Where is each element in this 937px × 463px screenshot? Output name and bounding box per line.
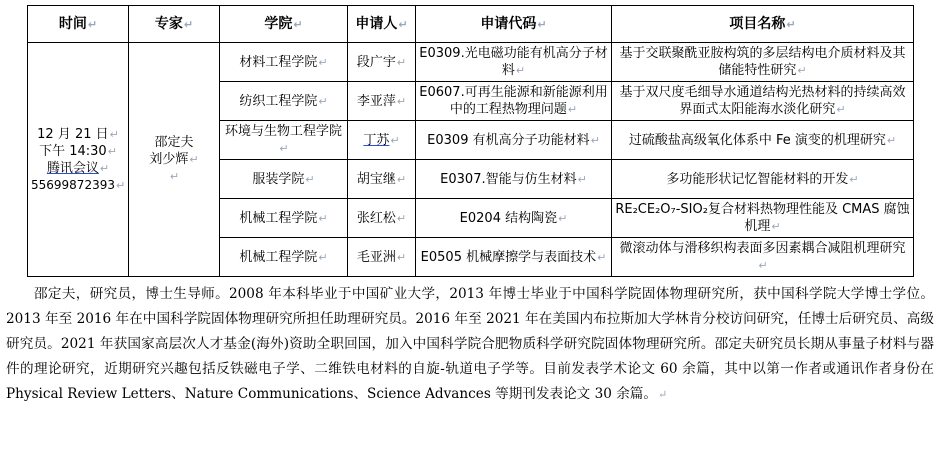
code-cell: E0505 机械摩擦学与表面技术↵ (416, 238, 612, 277)
college-cell: 材料工程学院↵ (220, 43, 348, 82)
college-cell: 机械工程学院↵ (220, 199, 348, 238)
table-header-row (28, 6, 914, 43)
time-cell (28, 43, 129, 277)
applicant-cell: 李亚萍↵ (348, 82, 416, 121)
header-expert: 专家↵ (129, 6, 220, 43)
expert-cell: 邵定夫 刘少辉↵ ↵ (129, 43, 220, 277)
project-cell: 过硫酸盐高级氧化体系中 Fe 演变的机理研究↵ (612, 121, 914, 160)
applicant-cell: 丁苏↵ (348, 121, 416, 160)
header-code: 申请代码↵ (416, 6, 612, 43)
expert-name: 邵定夫 (154, 135, 194, 150)
project-cell: 微滚动体与滑移织构表面多因素耦合减阻机理研究↵ (612, 238, 914, 277)
header-time: 时间↵ (28, 6, 129, 43)
biography-paragraph: 邵定夫，研究员，博士生导师。2008 年本科毕业于中国矿业大学，2013 年博士毕业于中国科学院固体物理研究所，获中国科学院大学博士学位。2013 年至 2016 年在中国科学院固体物理研究所担任助理研究员。2016 年至 2021 年在美国内布拉斯加大学林肯分校访问研究，任博士后研究员、高级研究员。2021 年获国家高层次人才基金(海外)资助全职回国，加入中国科学院合肥物质科学研究院固体物理研究所。邵定夫研究员长期从事量子材料与器件的理论研究，近期研究兴趣包括反铁磁电子学、二维铁电材料的自旋-轨道电子学等。目前发表学术论文 60 余篇，其中以第一作者或通讯作者身份在 Physical Review Letters、Nature Communications、Science Advances 等期刊发表论文 30 余篇。↵ (6, 286, 934, 402)
review-schedule-table (27, 5, 914, 277)
meeting-platform: 腾讯会议↵ (46, 160, 110, 176)
project-cell: 基于双尺度毛细导水通道结构光热材料的持续高效界面式太阳能海水淡化研究↵ (612, 82, 914, 121)
meeting-id: 55699872393↵ (31, 177, 126, 192)
code-cell: E0607.可再生能源和新能源利用中的工程热物理问题↵ (416, 82, 612, 121)
code-cell: E0204 结构陶瓷↵ (416, 199, 612, 238)
applicant-cell: 胡宝继↵ (348, 160, 416, 199)
college-cell: 机械工程学院↵ (220, 238, 348, 277)
applicant-cell: 段广宇↵ (348, 43, 416, 82)
college-cell: 服装学院↵ (220, 160, 348, 199)
project-cell: 基于交联聚酰亚胺构筑的多层结构电介质材料及其储能特性研究↵ (612, 43, 914, 82)
table-row (28, 43, 914, 82)
code-cell: E0309.光电磁功能有机高分子材料↵ (416, 43, 612, 82)
college-cell: 环境与生物工程学院↵ (220, 121, 348, 160)
applicant-cell: 张红松↵ (348, 199, 416, 238)
header-project: 项目名称↵ (612, 6, 914, 43)
college-cell: 纺织工程学院↵ (220, 82, 348, 121)
expert-name: 刘少辉↵ (149, 152, 199, 167)
meeting-time: 下午 14:30↵ (39, 143, 117, 159)
applicant-cell: 毛亚洲↵ (348, 238, 416, 277)
header-applicant: 申请人↵ (348, 6, 416, 43)
project-cell: RE₂CE₂O₇-SIO₂复合材料热物理性能及 CMAS 腐蚀机理↵ (612, 199, 914, 238)
header-college: 学院↵ (220, 6, 348, 43)
expert-biography (6, 282, 934, 407)
meeting-date: 12 月 21 日↵ (37, 126, 119, 142)
code-cell: E0309 有机高分子功能材料↵ (416, 121, 612, 160)
code-cell: E0307.智能与仿生材料↵ (416, 160, 612, 199)
project-cell: 多功能形状记忆智能材料的开发↵ (612, 160, 914, 199)
